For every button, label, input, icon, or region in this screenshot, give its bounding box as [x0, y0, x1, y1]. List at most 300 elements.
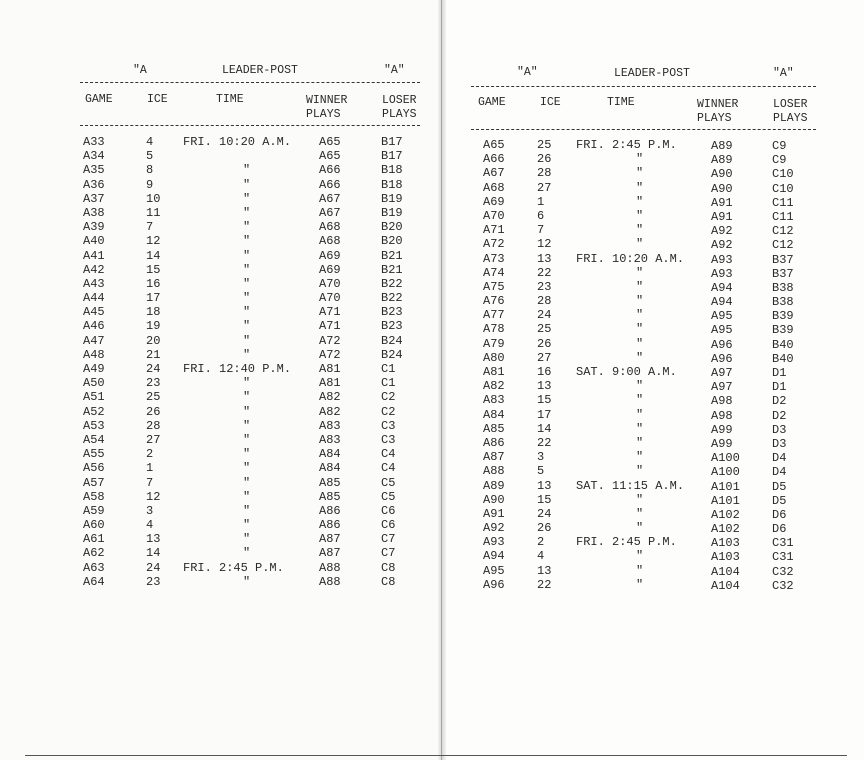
table-cell: A92 — [711, 238, 733, 253]
table-cell: A95 — [711, 323, 733, 338]
table-cell: A93 — [711, 252, 733, 267]
table-cell: " — [243, 248, 251, 263]
table-cell: B24 — [381, 347, 403, 362]
table-cell: A99 — [711, 422, 733, 437]
table-cell: A78 — [483, 322, 505, 337]
table-cell: A66 — [319, 163, 341, 178]
table-cell: A72 — [483, 237, 505, 252]
table-cell: A80 — [483, 350, 505, 365]
table-cell: 24 — [537, 506, 552, 521]
table-cell: " — [243, 518, 251, 533]
table-cell: " — [636, 464, 644, 479]
table-cell: 4 — [146, 518, 154, 533]
table-cell: 16 — [537, 365, 552, 379]
table-cell: A89 — [711, 153, 733, 168]
table-cell: 17 — [537, 407, 552, 422]
table-cell: A88 — [483, 464, 505, 479]
table-cell: 14 — [146, 546, 161, 561]
table-cell: A72 — [319, 333, 341, 348]
table-cell: A54 — [83, 432, 105, 447]
table-cell: 16 — [146, 276, 161, 291]
table-cell: A68 — [319, 220, 341, 235]
table-cell: 7 — [146, 475, 154, 490]
table-cell: C1 — [381, 376, 396, 391]
table-cell: 12 — [146, 489, 161, 504]
table-cell: A86 — [319, 518, 341, 533]
table-cell: C31 — [772, 536, 794, 551]
right-time-column — [576, 138, 706, 592]
right-title: LEADER-POST — [614, 67, 690, 80]
table-cell: A48 — [83, 347, 105, 362]
table-cell: A83 — [483, 393, 505, 408]
table-cell: 5 — [537, 464, 545, 479]
table-cell: 4 — [537, 549, 545, 564]
table-cell: A65 — [319, 149, 341, 164]
table-cell: A74 — [483, 265, 505, 280]
table-cell: A103 — [711, 536, 740, 551]
table-cell: A98 — [711, 408, 733, 423]
table-cell: 12 — [537, 237, 552, 252]
table-cell: A41 — [83, 248, 105, 263]
table-cell: " — [636, 194, 644, 209]
table-cell — [183, 149, 313, 163]
table-cell: C4 — [381, 447, 396, 462]
table-cell: " — [243, 276, 251, 291]
table-cell: C3 — [381, 418, 396, 433]
table-cell: B22 — [381, 291, 403, 306]
table-cell: A92 — [483, 521, 505, 536]
table-cell: A40 — [83, 234, 105, 249]
table-cell: " — [636, 407, 644, 422]
table-cell: " — [636, 294, 644, 309]
left-loser-column — [381, 135, 421, 589]
table-cell: 26 — [146, 404, 161, 419]
left-header-rule — [80, 125, 420, 126]
table-cell: A68 — [319, 234, 341, 249]
table-cell: C6 — [381, 503, 396, 518]
left-header-time: TIME — [216, 93, 244, 106]
table-cell: " — [636, 336, 644, 351]
table-cell: A95 — [711, 309, 733, 324]
table-cell: B40 — [772, 337, 794, 352]
table-cell: B17 — [381, 135, 403, 149]
right-game-column — [483, 138, 533, 592]
right-header-game: GAME — [478, 96, 506, 109]
table-cell: B38 — [772, 295, 794, 310]
table-cell: C9 — [772, 139, 787, 153]
table-cell: " — [243, 291, 251, 306]
table-cell: A84 — [483, 407, 505, 422]
table-cell: " — [243, 347, 251, 362]
table-cell: A61 — [83, 532, 105, 547]
table-cell: " — [636, 308, 644, 323]
table-cell: A65 — [319, 135, 341, 149]
table-cell: " — [243, 163, 251, 178]
table-cell: A70 — [319, 291, 341, 306]
table-cell: A93 — [711, 266, 733, 281]
left-title-a2: "A" — [384, 64, 405, 77]
table-cell: " — [636, 208, 644, 223]
left-top-rule — [80, 82, 420, 83]
table-cell: C1 — [381, 362, 396, 376]
table-cell: A58 — [83, 489, 105, 504]
table-cell: 3 — [146, 503, 154, 518]
table-cell: A98 — [711, 394, 733, 409]
table-cell: 23 — [537, 279, 552, 294]
table-cell: A90 — [483, 492, 505, 507]
table-cell: 9 — [146, 177, 154, 192]
table-cell: 7 — [537, 223, 545, 238]
right-header-loser: LOSER — [773, 98, 808, 111]
table-cell: " — [636, 279, 644, 294]
table-cell: 11 — [146, 205, 161, 220]
table-cell: A47 — [83, 333, 105, 348]
table-cell: B20 — [381, 234, 403, 249]
table-cell: A88 — [319, 574, 341, 589]
table-cell: A83 — [319, 418, 341, 433]
table-cell: 22 — [537, 435, 552, 450]
table-cell: A63 — [83, 560, 105, 575]
table-cell: 12 — [146, 234, 161, 249]
table-cell: A34 — [83, 149, 105, 164]
table-cell: 8 — [146, 163, 154, 178]
table-cell: A93 — [483, 535, 505, 550]
right-winner-column — [711, 139, 761, 593]
table-cell: D3 — [772, 436, 787, 451]
table-cell: C31 — [772, 550, 794, 565]
table-cell: 26 — [537, 152, 552, 167]
table-cell: D5 — [772, 493, 787, 508]
table-cell: " — [636, 521, 644, 536]
table-cell: " — [243, 319, 251, 334]
table-cell: A71 — [319, 305, 341, 320]
table-cell: A95 — [483, 563, 505, 578]
table-cell: 13 — [146, 532, 161, 547]
table-cell: " — [636, 265, 644, 280]
table-cell: A88 — [319, 560, 341, 575]
table-cell: 28 — [537, 166, 552, 181]
table-cell: 21 — [146, 347, 161, 362]
table-cell: C10 — [772, 181, 794, 196]
table-cell: C3 — [381, 432, 396, 447]
table-cell: A53 — [83, 418, 105, 433]
table-cell: 13 — [537, 563, 552, 578]
table-cell: " — [243, 234, 251, 249]
table-cell: 22 — [537, 265, 552, 280]
table-cell: A35 — [83, 163, 105, 178]
table-cell: A56 — [83, 461, 105, 476]
table-cell: 27 — [146, 432, 161, 447]
table-cell: A87 — [319, 546, 341, 561]
table-cell: A92 — [711, 224, 733, 239]
table-cell: D1 — [772, 366, 787, 380]
table-cell: A90 — [711, 181, 733, 196]
table-cell: " — [243, 574, 251, 589]
left-header-loser: LOSER — [382, 94, 417, 107]
table-cell: A46 — [83, 319, 105, 334]
table-cell: A36 — [83, 177, 105, 192]
left-header-ice: ICE — [147, 93, 168, 106]
table-cell: " — [243, 191, 251, 206]
table-cell: A69 — [319, 248, 341, 263]
table-cell: A70 — [319, 276, 341, 291]
table-cell: A86 — [483, 435, 505, 450]
table-cell: SAT. 11:15 A.M. — [576, 478, 685, 493]
table-cell: 13 — [537, 379, 552, 394]
table-cell: A85 — [319, 489, 341, 504]
table-cell: D6 — [772, 522, 787, 537]
right-ice-column — [537, 138, 567, 592]
table-cell: A44 — [83, 291, 105, 306]
table-cell: A79 — [483, 336, 505, 351]
table-cell: A52 — [83, 404, 105, 419]
table-cell: A101 — [711, 479, 740, 494]
left-time-column — [183, 135, 313, 589]
table-cell: C5 — [381, 475, 396, 490]
table-cell: A68 — [483, 180, 505, 195]
table-cell: A57 — [83, 475, 105, 490]
table-cell: A89 — [483, 478, 505, 493]
table-cell: A94 — [483, 549, 505, 564]
right-loser-column — [772, 139, 817, 593]
table-cell: 15 — [537, 393, 552, 408]
table-cell: A65 — [483, 138, 505, 152]
table-cell: B18 — [381, 177, 403, 192]
table-cell: D4 — [772, 465, 787, 480]
table-cell: " — [636, 223, 644, 238]
table-cell: A77 — [483, 308, 505, 323]
table-cell: A96 — [711, 337, 733, 352]
left-header-winner: WINNER — [306, 94, 348, 107]
table-cell: " — [636, 350, 644, 365]
table-cell: 19 — [146, 319, 161, 334]
table-cell: 27 — [537, 180, 552, 195]
table-cell: " — [243, 220, 251, 235]
table-cell: " — [636, 379, 644, 394]
table-cell: " — [243, 461, 251, 476]
left-title-a1: "A — [133, 64, 147, 77]
table-cell: A90 — [711, 167, 733, 182]
table-cell: D1 — [772, 380, 787, 395]
table-cell: FRI. 2:45 P.M. — [576, 535, 677, 550]
table-cell: D3 — [772, 422, 787, 437]
table-cell: A87 — [319, 532, 341, 547]
table-cell: A96 — [711, 351, 733, 366]
table-cell: 24 — [146, 362, 161, 376]
table-cell: A96 — [483, 577, 505, 592]
table-cell: A43 — [83, 276, 105, 291]
table-cell: 25 — [146, 390, 161, 405]
table-cell: D2 — [772, 408, 787, 423]
table-cell: A89 — [711, 139, 733, 153]
table-cell: 14 — [537, 421, 552, 436]
table-cell: A94 — [711, 295, 733, 310]
right-title-a1: "A" — [517, 66, 538, 79]
table-cell: 15 — [537, 492, 552, 507]
table-cell: C2 — [381, 404, 396, 419]
table-cell: " — [243, 475, 251, 490]
table-cell: 25 — [537, 322, 552, 337]
table-cell: A97 — [711, 366, 733, 380]
table-cell: A87 — [483, 450, 505, 465]
table-cell: A91 — [483, 506, 505, 521]
table-cell: 1 — [146, 461, 154, 476]
table-cell: 10 — [146, 191, 161, 206]
table-cell: C7 — [381, 532, 396, 547]
table-cell: B38 — [772, 280, 794, 295]
table-cell: A70 — [483, 208, 505, 223]
table-cell: C11 — [772, 195, 794, 210]
table-cell: " — [636, 492, 644, 507]
table-cell: " — [243, 432, 251, 447]
table-cell: " — [636, 237, 644, 252]
table-cell: A82 — [483, 379, 505, 394]
table-cell: A62 — [83, 546, 105, 561]
table-cell: A81 — [483, 365, 505, 379]
table-cell: " — [243, 447, 251, 462]
table-cell: A71 — [483, 223, 505, 238]
table-cell: " — [243, 503, 251, 518]
table-cell: " — [243, 404, 251, 419]
table-cell: C10 — [772, 167, 794, 182]
table-cell: A42 — [83, 262, 105, 277]
table-cell: A82 — [319, 404, 341, 419]
table-cell: 15 — [146, 262, 161, 277]
table-cell: A84 — [319, 447, 341, 462]
table-cell: " — [243, 305, 251, 320]
table-cell: A72 — [319, 347, 341, 362]
table-cell: 26 — [537, 521, 552, 536]
table-cell: C2 — [381, 390, 396, 405]
table-cell: FRI. 10:20 A.M. — [576, 251, 685, 266]
table-cell: A71 — [319, 319, 341, 334]
table-cell: B37 — [772, 252, 794, 267]
table-cell: A75 — [483, 279, 505, 294]
table-cell: A85 — [483, 421, 505, 436]
table-cell: " — [636, 180, 644, 195]
table-cell: " — [243, 418, 251, 433]
table-cell: " — [636, 435, 644, 450]
left-winner-column — [319, 135, 369, 589]
table-cell: A76 — [483, 294, 505, 309]
table-cell: B19 — [381, 205, 403, 220]
table-cell: 22 — [537, 577, 552, 592]
table-cell: A67 — [319, 205, 341, 220]
table-cell: A82 — [319, 390, 341, 405]
right-header-winner: WINNER — [697, 98, 739, 111]
table-cell: SAT. 9:00 A.M. — [576, 365, 677, 379]
left-game-column — [83, 135, 133, 589]
table-cell: FRI. 2:45 P.M. — [576, 138, 677, 152]
table-cell: B21 — [381, 248, 403, 263]
table-cell: C12 — [772, 224, 794, 239]
table-cell: " — [636, 421, 644, 436]
table-cell: A69 — [483, 194, 505, 209]
table-cell: 4 — [146, 135, 154, 149]
table-cell: A39 — [83, 220, 105, 235]
table-cell: A103 — [711, 550, 740, 565]
table-cell: A94 — [711, 280, 733, 295]
right-title-a2: "A" — [773, 67, 794, 80]
table-cell: A51 — [83, 390, 105, 405]
left-header-loser-plays: PLAYS — [382, 108, 417, 121]
table-cell: B17 — [381, 149, 403, 164]
right-header-ice: ICE — [540, 96, 561, 109]
table-cell: 2 — [537, 535, 545, 550]
table-cell: A67 — [483, 166, 505, 181]
table-cell: 3 — [537, 450, 545, 465]
left-title: LEADER-POST — [222, 64, 298, 77]
table-cell: 23 — [146, 574, 161, 589]
table-cell: C9 — [772, 153, 787, 168]
table-cell: B39 — [772, 323, 794, 338]
table-cell: A49 — [83, 362, 105, 376]
table-cell: C4 — [381, 461, 396, 476]
table-cell: A37 — [83, 191, 105, 206]
table-cell: " — [243, 532, 251, 547]
table-cell: 24 — [537, 308, 552, 323]
table-cell: 13 — [537, 478, 552, 493]
table-cell: A99 — [711, 436, 733, 451]
table-cell: 18 — [146, 305, 161, 320]
table-cell: A69 — [319, 262, 341, 277]
table-cell: A64 — [83, 574, 105, 589]
book-spine — [438, 0, 446, 760]
table-cell: A102 — [711, 522, 740, 537]
table-cell: B40 — [772, 351, 794, 366]
table-cell: " — [636, 166, 644, 181]
table-cell: B20 — [381, 220, 403, 235]
table-cell: " — [243, 262, 251, 277]
table-cell: B23 — [381, 305, 403, 320]
table-cell: A66 — [483, 152, 505, 167]
table-cell: A55 — [83, 447, 105, 462]
table-cell: " — [636, 506, 644, 521]
table-cell: A104 — [711, 578, 740, 593]
table-cell: A50 — [83, 376, 105, 391]
table-cell: A100 — [711, 451, 740, 466]
table-cell: B18 — [381, 163, 403, 178]
table-cell: C5 — [381, 489, 396, 504]
table-cell: C7 — [381, 546, 396, 561]
table-cell: A104 — [711, 564, 740, 579]
table-cell: " — [636, 393, 644, 408]
table-cell: C32 — [772, 578, 794, 593]
table-cell: 28 — [537, 294, 552, 309]
table-cell: A101 — [711, 493, 740, 508]
table-cell: " — [243, 489, 251, 504]
page-bottom-edge — [25, 755, 847, 756]
table-cell: A81 — [319, 376, 341, 391]
table-cell: 27 — [537, 350, 552, 365]
table-cell: " — [636, 322, 644, 337]
table-cell: D4 — [772, 451, 787, 466]
table-cell: 13 — [537, 251, 552, 266]
table-cell: C8 — [381, 560, 396, 575]
table-cell: " — [636, 549, 644, 564]
table-cell: B21 — [381, 262, 403, 277]
table-cell: A102 — [711, 507, 740, 522]
table-cell: C8 — [381, 574, 396, 589]
left-ice-column — [146, 135, 176, 589]
table-cell: A81 — [319, 362, 341, 376]
table-cell: B37 — [772, 266, 794, 281]
table-cell: FRI. 12:40 P.M. — [183, 362, 292, 376]
table-cell: A85 — [319, 475, 341, 490]
table-cell: B19 — [381, 191, 403, 206]
left-header-winner-plays: PLAYS — [306, 108, 341, 121]
right-header-rule — [471, 129, 816, 130]
